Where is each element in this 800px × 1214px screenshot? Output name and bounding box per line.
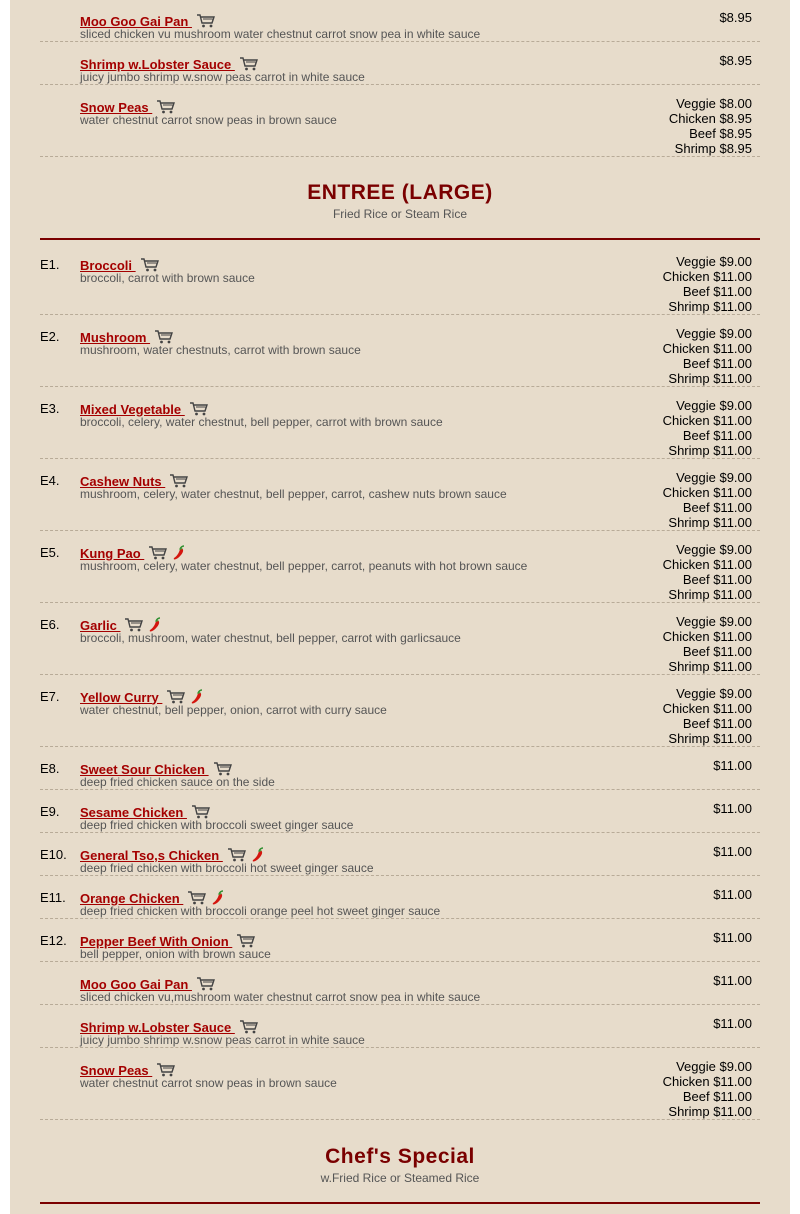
- menu-item-row: [40, 1048, 760, 1120]
- section-subtitle: w.Fried Rice or Steamed Rice: [320, 1171, 480, 1185]
- item-number: E2.: [40, 329, 60, 344]
- item-name-link[interactable]: Moo Goo Gai Pan: [80, 13, 192, 29]
- price-line: Veggie $8.00: [676, 96, 752, 111]
- item-number: E10.: [40, 847, 67, 862]
- price-line: Shrimp $11.00: [668, 299, 752, 314]
- price-line: Shrimp $8.95: [674, 141, 752, 156]
- price-line: Chicken $11.00: [662, 1074, 752, 1089]
- price-line: Beef $11.00: [682, 644, 752, 659]
- price-line: Veggie $9.00: [676, 326, 752, 341]
- item-description: broccoli, celery, water chestnut, bell pepper, carrot with brown sauce: [80, 415, 443, 429]
- section-divider: [40, 1202, 760, 1204]
- item-name-link[interactable]: Orange Chicken: [80, 890, 184, 906]
- menu-item-row: [40, 243, 760, 315]
- item-prices: [713, 758, 752, 773]
- price-line: Chicken $11.00: [662, 701, 752, 716]
- item-name-link[interactable]: Sesame Chicken: [80, 804, 187, 820]
- item-name-link[interactable]: Pepper Beef With Onion: [80, 933, 233, 949]
- item-description: water chestnut, bell pepper, onion, carrot with curry sauce: [80, 703, 387, 717]
- menu-item-row: [40, 85, 760, 157]
- item-number: E11.: [40, 890, 66, 905]
- price-line: Shrimp $11.00: [668, 731, 752, 746]
- item-description: mushroom, water chestnuts, carrot with brown sauce: [80, 343, 361, 357]
- price-line: Chicken $11.00: [662, 269, 752, 284]
- price-line: $11.00: [713, 973, 752, 988]
- item-name-link[interactable]: Snow Peas: [80, 99, 153, 115]
- item-prices: [713, 1016, 752, 1031]
- price-line: $11.00: [713, 801, 752, 816]
- menu-panel: [10, 0, 790, 1214]
- menu-item-row: [40, 459, 760, 531]
- menu-item-row: [40, 876, 760, 919]
- item-name-link[interactable]: Mushroom: [80, 329, 151, 345]
- item-prices: [663, 470, 752, 530]
- price-line: Beef $11.00: [682, 716, 752, 731]
- price-line: Shrimp $11.00: [668, 587, 752, 602]
- menu-item-row: [40, 790, 760, 833]
- item-prices: [713, 930, 752, 945]
- price-line: $8.95: [719, 53, 752, 68]
- item-name-link[interactable]: Shrimp w.Lobster Sauce: [80, 56, 235, 72]
- item-prices: [713, 887, 752, 902]
- item-description: deep fried chicken with broccoli hot sweet ginger sauce: [80, 861, 374, 875]
- menu-item-row: [40, 42, 760, 85]
- item-prices: [713, 844, 752, 859]
- price-line: Chicken $11.00: [662, 485, 752, 500]
- item-number: E7.: [40, 689, 60, 704]
- item-description: juicy jumbo shrimp w.snow peas carrot in white sauce: [80, 70, 365, 84]
- item-number: E8.: [40, 761, 60, 776]
- menu-item-row: [40, 1005, 760, 1048]
- item-description: broccoli, carrot with brown sauce: [80, 271, 255, 285]
- price-line: Beef $8.95: [689, 126, 752, 141]
- price-line: Beef $11.00: [682, 356, 752, 371]
- price-line: $8.95: [719, 10, 752, 25]
- item-description: mushroom, celery, water chestnut, bell pepper, carrot, peanuts with hot brown sauce: [80, 559, 528, 573]
- price-line: Beef $11.00: [682, 572, 752, 587]
- item-description: water chestnut carrot snow peas in brown sauce: [80, 113, 337, 127]
- entree-large-header: [40, 181, 760, 221]
- menu-item-row: [40, 531, 760, 603]
- menu-item-row: [40, 603, 760, 675]
- item-description: sliced chicken vu mushroom water chestnut carrot snow pea in white sauce: [80, 27, 481, 41]
- item-prices: [719, 53, 752, 68]
- section-subtitle: Fried Rice or Steam Rice: [332, 207, 468, 221]
- item-number: E4.: [40, 473, 60, 488]
- item-prices: [663, 686, 752, 746]
- menu-item-row: [40, 387, 760, 459]
- price-line: Veggie $9.00: [676, 470, 752, 485]
- price-line: Shrimp $11.00: [668, 443, 752, 458]
- section-title: Chef's Special: [325, 1145, 475, 1168]
- price-line: Shrimp $11.00: [668, 659, 752, 674]
- item-number: E3.: [40, 401, 60, 416]
- price-line: Veggie $9.00: [676, 686, 752, 701]
- item-name-link[interactable]: Garlic: [80, 617, 121, 633]
- price-line: Veggie $9.00: [676, 254, 752, 269]
- price-line: $11.00: [713, 1016, 752, 1031]
- item-description: broccoli, mushroom, water chestnut, bell pepper, carrot with garlicsauce: [80, 631, 461, 645]
- item-name-link[interactable]: Snow Peas: [80, 1062, 153, 1078]
- menu-item-row: [40, 919, 760, 962]
- price-line: Chicken $11.00: [662, 341, 752, 356]
- item-number: E12.: [40, 933, 67, 948]
- item-prices: [663, 254, 752, 314]
- price-line: $11.00: [713, 758, 752, 773]
- menu-item-row: [40, 962, 760, 1005]
- section-divider: [40, 238, 760, 240]
- menu-item-row: [40, 675, 760, 747]
- item-description: deep fried chicken sauce on the side: [80, 775, 275, 789]
- item-prices: [663, 542, 752, 602]
- price-line: Veggie $9.00: [676, 542, 752, 557]
- menu-item-row: [40, 0, 760, 42]
- item-prices: [713, 801, 752, 816]
- item-name-link[interactable]: Broccoli: [80, 257, 136, 273]
- price-line: Chicken $11.00: [662, 557, 752, 572]
- item-prices: [719, 10, 752, 25]
- item-description: mushroom, celery, water chestnut, bell pepper, carrot, cashew nuts brown sauce: [80, 487, 507, 501]
- item-name-link[interactable]: Mixed Vegetable: [80, 401, 185, 417]
- price-line: $11.00: [713, 887, 752, 902]
- price-line: Chicken $8.95: [668, 111, 752, 126]
- price-line: Veggie $9.00: [676, 1059, 752, 1074]
- price-line: $11.00: [713, 844, 752, 859]
- price-line: Shrimp $11.00: [668, 371, 752, 386]
- item-number: E5.: [40, 545, 60, 560]
- price-line: Veggie $9.00: [676, 614, 752, 629]
- item-description: deep fried chicken with broccoli sweet ginger sauce: [80, 818, 354, 832]
- price-line: Beef $11.00: [682, 428, 752, 443]
- item-description: bell pepper, onion with brown sauce: [80, 947, 271, 961]
- item-prices: [663, 1059, 752, 1119]
- item-number: E1.: [40, 257, 60, 272]
- item-number: E6.: [40, 617, 60, 632]
- price-line: Beef $11.00: [682, 1089, 752, 1104]
- price-line: Beef $11.00: [682, 284, 752, 299]
- item-prices: [713, 973, 752, 988]
- price-line: Shrimp $11.00: [668, 1104, 752, 1119]
- price-line: Chicken $11.00: [662, 629, 752, 644]
- chefs-special-header: [40, 1145, 760, 1185]
- menu-item-row: [40, 315, 760, 387]
- item-name-link[interactable]: Shrimp w.Lobster Sauce: [80, 1019, 235, 1035]
- item-prices: [663, 326, 752, 386]
- item-name-link[interactable]: Cashew Nuts: [80, 473, 166, 489]
- item-prices: [663, 398, 752, 458]
- section-title: ENTREE (LARGE): [307, 181, 493, 204]
- menu-item-row: [40, 833, 760, 876]
- item-number: E9.: [40, 804, 60, 819]
- item-prices: [663, 614, 752, 674]
- price-line: Beef $11.00: [682, 500, 752, 515]
- item-description: deep fried chicken with broccoli orange peel hot sweet ginger sauce: [80, 904, 441, 918]
- item-description: sliced chicken vu,mushroom water chestnut carrot snow pea in white sauce: [80, 990, 481, 1004]
- price-line: Shrimp $11.00: [668, 515, 752, 530]
- menu-item-row: [40, 747, 760, 790]
- item-name-link[interactable]: Kung Pao: [80, 545, 145, 561]
- item-description: juicy jumbo shrimp w.snow peas carrot in white sauce: [80, 1033, 365, 1047]
- item-name-link[interactable]: Moo Goo Gai Pan: [80, 976, 192, 992]
- item-description: water chestnut carrot snow peas in brown sauce: [80, 1076, 337, 1090]
- price-line: Chicken $11.00: [662, 413, 752, 428]
- item-name-link[interactable]: Sweet Sour Chicken: [80, 761, 209, 777]
- item-name-link[interactable]: General Tso,s Chicken: [80, 847, 223, 863]
- price-line: $11.00: [713, 930, 752, 945]
- price-line: Veggie $9.00: [676, 398, 752, 413]
- item-prices: [669, 96, 752, 156]
- item-name-link[interactable]: Yellow Curry: [80, 689, 163, 705]
